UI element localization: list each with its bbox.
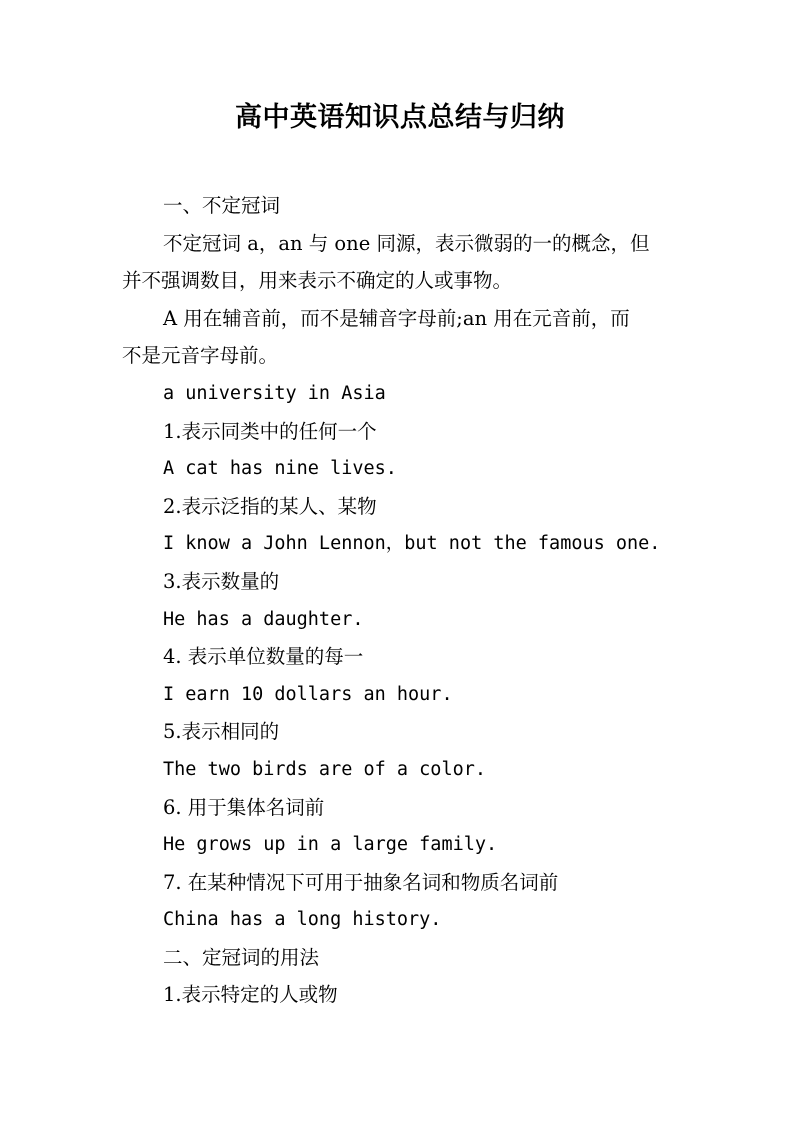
list-item: 6. 用于集体名词前 [163,795,325,819]
section-heading: 一、不定冠词 [163,194,281,217]
example-sentence: China has a long history. [163,909,442,931]
list-item: 4. 表示单位数量的每一 [163,645,364,669]
paragraph-line: 不定冠词 a，an 与 one 同源，表示微弱的一的概念，但 [163,231,650,255]
example-sentence: The two birds are of a color. [163,758,487,780]
list-item: 3.表示数量的 [163,569,280,593]
list-item: 1.表示同类中的任何一个 [163,419,377,443]
example-sentence: I know a John Lennon，but not the famous one. [163,533,661,555]
paragraph-line: A 用在辅音前，而不是辅音字母前;an 用在元音前，而 [163,306,630,330]
document-title: 高中英语知识点总结与归纳 [235,102,565,133]
list-item: 5.表示相同的 [163,720,280,744]
paragraph-line: 不是元音字母前。 [122,344,279,368]
list-item: 7. 在某种情况下可用于抽象名词和物质名词前 [163,870,559,894]
list-item: 2.表示泛指的某人、某物 [163,494,377,518]
list-item: 1.表示特定的人或物 [163,983,338,1007]
example-sentence: a university in Asia [163,382,386,404]
example-sentence: I earn 10 dollars an hour. [163,683,453,705]
paragraph-line: 并不强调数目，用来表示不确定的人或事物。 [122,269,513,293]
example-sentence: A cat has nine lives. [163,458,397,480]
document-body [122,187,682,1014]
example-sentence: He grows up in a large family. [163,834,498,856]
example-sentence: He has a daughter. [163,608,364,630]
section-heading: 二、定冠词的用法 [163,945,320,969]
